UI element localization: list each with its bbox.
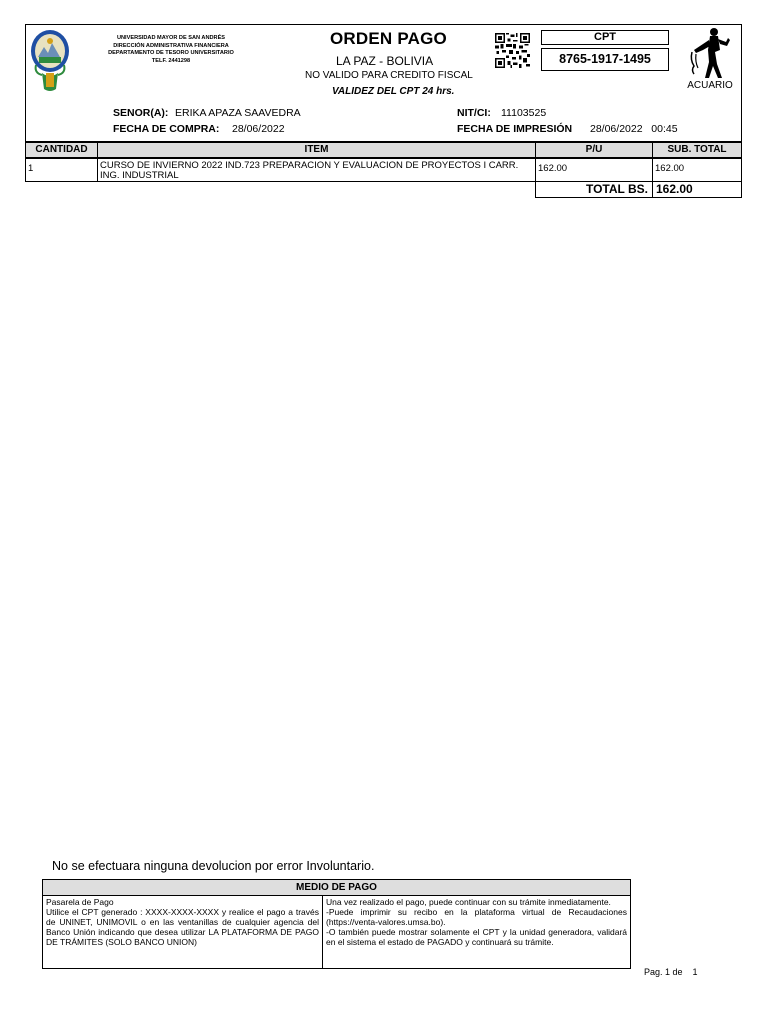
fecha-impresion-label: FECHA DE IMPRESIÓN — [457, 123, 573, 135]
total-value: 162.00 — [652, 181, 742, 198]
row-cantidad: 1 — [25, 158, 98, 182]
medio-pago-header: MEDIO DE PAGO — [42, 879, 631, 896]
header-cantidad: CANTIDAD — [25, 142, 98, 158]
validity-note: VALIDEZ DEL CPT 24 hrs. — [332, 86, 455, 97]
instructions-line-2: -Puede imprimir su recibo en la plataforma virtual de Recaudaciones (https://venta-valores.umsa.bo). — [326, 907, 627, 927]
zodiac-label: ACUARIO — [687, 80, 733, 91]
instructions-line-3: -O también puede mostrar solamente el CPT y la unidad generadora, validará en el sistema el estado de PAGADO y continuará su trámite. — [326, 927, 627, 947]
refund-disclaimer: No se efectuara ninguna devolucion por error Involuntario. — [52, 859, 375, 873]
header-pu: P/U — [535, 142, 653, 158]
nit-label: NIT/CI: — [457, 107, 491, 119]
header-subtotal: SUB. TOTAL — [652, 142, 742, 158]
direction-name: DIRECCIÓN ADMINISTRATIVA FINANCIERA — [113, 42, 229, 49]
row-pu: 162.00 — [535, 158, 653, 182]
city-line: LA PAZ - BOLIVIA — [336, 54, 434, 68]
fecha-compra-label: FECHA DE COMPRA: — [113, 123, 220, 135]
pasarela-text: Utilice el CPT generado : XXXX-XXXX-XXXX y realice el pago a través de UNINET, UNIMOVIL o en las ventanillas de cualquier agencia del Banco Unión indicando que desea utilizar LA PLATAFORMA DE PAGO DE TRÁMITES (SOLO BANCO UNION) — [46, 907, 319, 947]
page-number: Pag. 1 de 1 — [644, 967, 698, 977]
row-item: CURSO DE INVIERNO 2022 IND.723 PREPARACION Y EVALUACION DE PROYECTOS I CARR. ING. INDUSTRIAL — [97, 158, 536, 182]
senor-value: ERIKA APAZA SAAVEDRA — [175, 107, 301, 119]
nit-value: 11103525 — [501, 107, 547, 119]
fecha-impresion-value: 28/06/2022 00:45 — [590, 123, 678, 135]
university-seal-icon — [30, 29, 70, 93]
medio-pago-left — [42, 895, 323, 969]
no-fiscal-note: NO VALIDO PARA CREDITO FISCAL — [305, 70, 473, 81]
senor-label: SENOR(A): — [113, 107, 169, 119]
department-name: DEPARTAMENTO DE TESORO UNIVERSITARIO — [108, 50, 234, 56]
total-label: TOTAL BS. — [535, 181, 653, 198]
instructions-line-1: Una vez realizado el pago, puede continuar con su trámite inmediatamente. — [326, 897, 611, 907]
document-title: ORDEN PAGO — [330, 29, 447, 48]
cpt-number: 8765-1917-1495 — [541, 48, 669, 71]
telephone: TELF. 2441298 — [151, 57, 191, 64]
pasarela-title: Pasarela de Pago — [46, 897, 114, 907]
qr-code-icon — [495, 33, 530, 68]
university-name: UNIVERSIDAD MAYOR DE SAN ANDRÉS — [116, 35, 226, 41]
fecha-compra-value: 28/06/2022 — [232, 123, 285, 135]
row-subtotal: 162.00 — [652, 158, 742, 182]
aquarius-figure-icon — [688, 26, 732, 80]
cpt-label: CPT — [541, 30, 669, 45]
university-header — [95, 35, 247, 65]
header-item: ITEM — [97, 142, 536, 158]
medio-pago-right — [322, 895, 631, 969]
